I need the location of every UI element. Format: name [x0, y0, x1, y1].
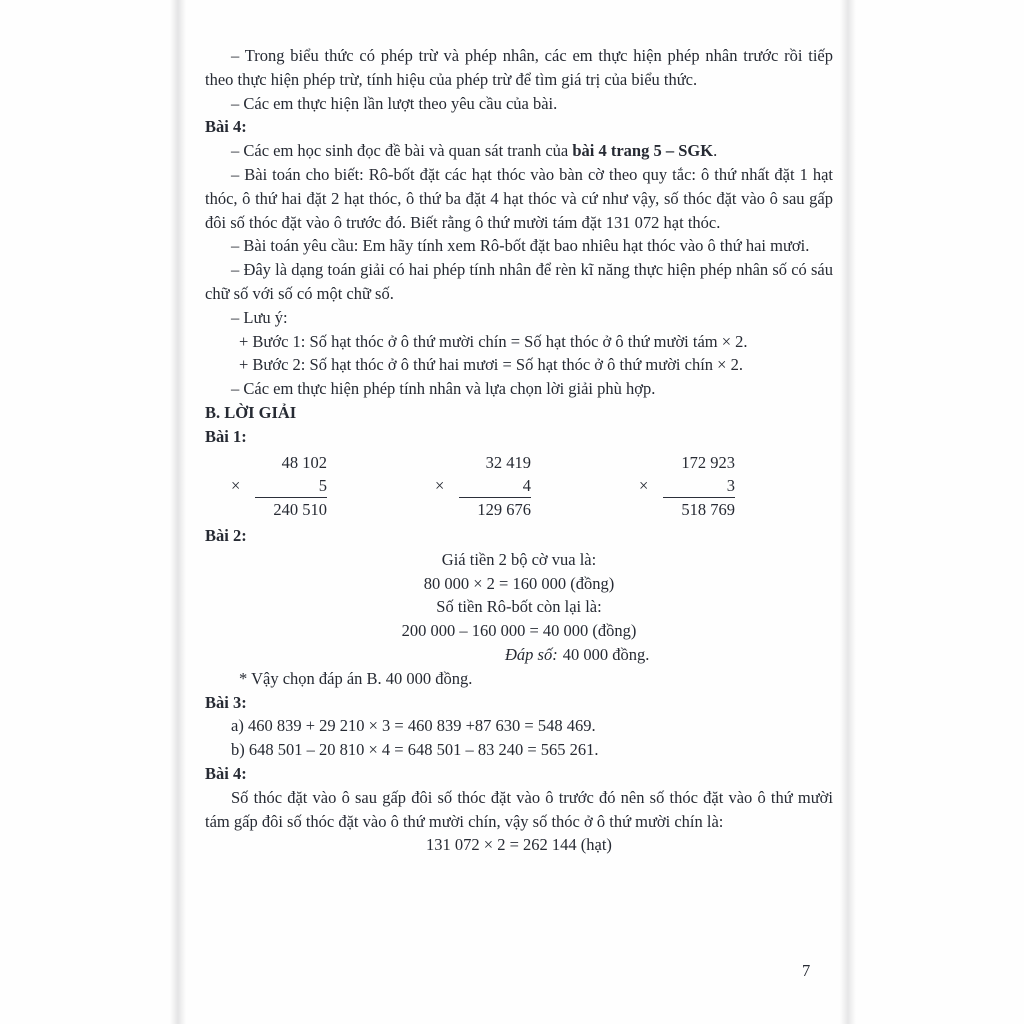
answer-label: Đáp số:	[505, 644, 558, 664]
heading-bai-1: Bài 1:	[205, 426, 247, 446]
guide-step-1: + Bước 1: Số hạt thóc ở ô thứ mười chín = Số hạt thóc ở ô thứ mười tám × 2.	[239, 331, 748, 351]
guide-read-text: – Các em học sinh đọc đề bài và quan sát tranh của	[231, 141, 573, 161]
section-heading-loi-giai: B. LỜI GIẢI	[205, 402, 297, 422]
bai2-line-price-eq: 80 000 × 2 = 160 000 (đồng)	[423, 573, 615, 593]
guide-paragraph-problem-type: – Đây là dạng toán giải có hai phép tính nhân để rèn kĩ năng thực hiện phép nhân số có sáu chữ số với số có một chữ số.	[205, 260, 833, 303]
page-content	[205, 44, 833, 857]
bai4-solution-equation: 131 072 × 2 = 262 144 (hạt)	[426, 835, 612, 855]
page-edge-shadow-right	[840, 0, 856, 1024]
guide-paragraph-given: – Bài toán cho biết: Rô-bốt đặt các hạt thóc vào bàn cờ theo quy tắc: ô thứ nhất đặt 1 hạt thóc, ô thứ hai đặt 2 hạt thóc, ô thứ ba đặt 4 hạt thóc và cứ như vậy, số thóc đặt vào ô sau gấp đôi số thóc đặt vào ô trước đó. Biết rằng ô thứ mười tám đặt 131 072 hạt thóc.	[205, 164, 833, 232]
multiplication-problem-2	[433, 451, 531, 522]
bai2-line-price-label: Giá tiền 2 bộ cờ vua là:	[441, 549, 597, 569]
heading-bai-4-guide: Bài 4:	[205, 117, 247, 137]
multiply-sign: ×	[231, 476, 241, 496]
heading-bai-3: Bài 3:	[205, 692, 247, 712]
multiplication-column	[663, 451, 735, 522]
guide-step-2: + Bước 2: Số hạt thóc ở ô thứ hai mươi = Số hạt thóc ở ô thứ mười chín × 2.	[239, 355, 743, 375]
guide-read-period: .	[713, 141, 718, 161]
multiplicand: 32 419	[485, 452, 531, 472]
bai3-item-a: a) 460 839 + 29 210 × 3 = 460 839 +87 630 = 548 469.	[231, 716, 596, 736]
bai2-line-remaining-label: Số tiền Rô-bốt còn lại là:	[436, 597, 602, 617]
bai2-line-remaining-eq: 200 000 – 160 000 = 40 000 (đồng)	[401, 621, 637, 641]
guide-read-reference: bài 4 trang 5 – SGK	[572, 141, 714, 161]
multiplication-problem-1	[229, 451, 327, 522]
bai2-choice-note: * Vậy chọn đáp án B. 40 000 đồng.	[239, 668, 473, 688]
guide-paragraph-multiply-first: – Trong biểu thức có phép trừ và phép nhân, các em thực hiện phép nhân trước rồi tiếp theo thực hiện phép trừ, tính hiệu của phép trừ để tìm giá trị của biểu thức.	[205, 46, 833, 89]
guide-paragraph-follow-order: – Các em thực hiện lần lượt theo yêu cầu của bài.	[231, 93, 558, 113]
multiplier: 3	[663, 474, 735, 498]
multiplication-column	[255, 451, 327, 522]
multiplicand: 172 923	[681, 452, 735, 472]
multiplicand: 48 102	[281, 452, 327, 472]
product: 129 676	[477, 500, 531, 520]
multiply-sign: ×	[435, 476, 445, 496]
multiplier: 5	[255, 474, 327, 498]
page-edge-shadow-left	[170, 0, 186, 1024]
heading-bai-4-solution: Bài 4:	[205, 763, 247, 783]
guide-paragraph-note-label: – Lưu ý:	[231, 307, 288, 327]
page-number: 7	[802, 961, 811, 980]
heading-bai-2: Bài 2:	[205, 525, 247, 545]
guide-paragraph-do: – Các em thực hiện phép tính nhân và lựa chọn lời giải phù hợp.	[231, 379, 656, 399]
guide-paragraph-requirement: – Bài toán yêu cầu: Em hãy tính xem Rô-bốt đặt bao nhiêu hạt thóc vào ô thứ hai mươi.	[231, 236, 810, 256]
multiplier: 4	[459, 474, 531, 498]
product: 240 510	[273, 500, 327, 520]
multiplication-column	[459, 451, 531, 522]
product: 518 769	[681, 500, 735, 520]
answer-value: 40 000 đồng.	[562, 644, 650, 664]
bai2-answer-line	[505, 643, 833, 667]
guide-paragraph-read	[205, 139, 833, 163]
multiply-sign: ×	[639, 476, 649, 496]
multiplication-problem-3	[637, 451, 735, 522]
bai1-multiplications	[229, 451, 833, 522]
bai3-item-b: b) 648 501 – 20 810 × 4 = 648 501 – 83 240 = 565 261.	[231, 740, 599, 760]
bai4-solution-body: Số thóc đặt vào ô sau gấp đôi số thóc đặt vào ô trước đó nên số thóc đặt vào ô thứ mười tám gấp đôi số thóc đặt vào ô thứ mười chín, vậy số thóc ở ô thứ mười chín là:	[205, 787, 833, 831]
